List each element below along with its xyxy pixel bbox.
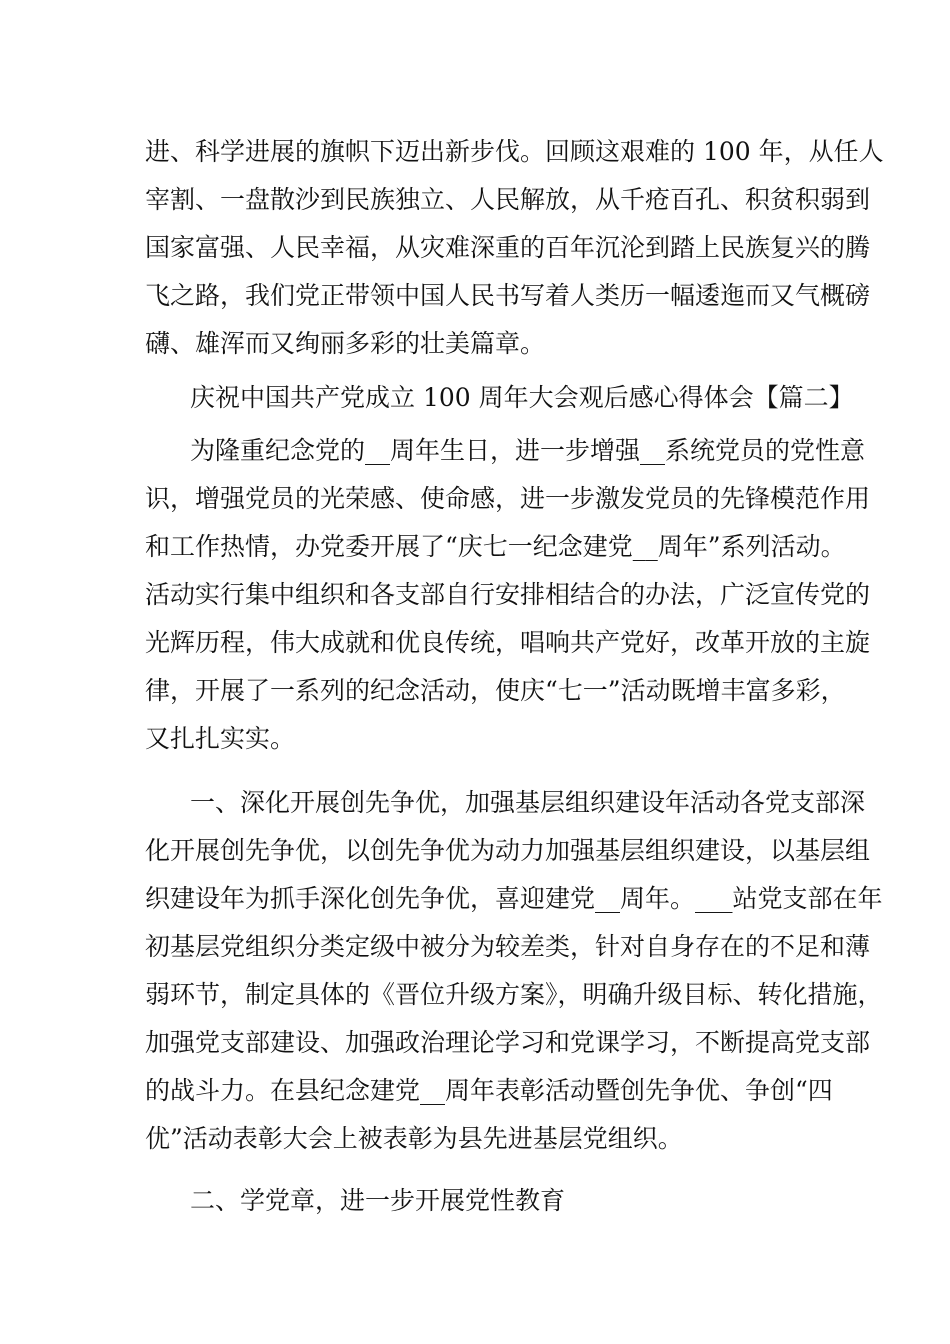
text-line: 的战斗力。在县纪念建党__周年表彰活动暨创先争优、争创“四: [145, 1076, 833, 1105]
text-line: 宰割、一盘散沙到民族独立、人民解放，从千疮百孔、积贫积弱到: [145, 185, 871, 214]
text-line: 和工作热情，办党委开展了“庆七一纪念建党__周年”系列活动。: [145, 532, 846, 561]
text-line: 飞之路，我们党正带领中国人民书写着人类历一幅逶迤而又气概磅: [145, 281, 871, 310]
text-line: 化开展创先争优，以创先争优为动力加强基层组织建设，以基层组: [145, 836, 871, 865]
text-line: 初基层党组织分类定级中被分为较差类，针对自身存在的不足和薄: [145, 932, 871, 961]
text-line: 活动实行集中组织和各支部自行安排相结合的办法，广泛宣传党的: [145, 580, 871, 609]
text-line: 识，增强党员的光荣感、使命感，进一步激发党员的先锋模范作用: [145, 484, 871, 513]
text-line: 又扎扎实实。: [145, 724, 296, 753]
section-heading: 二、学党章，进一步开展党性教育: [190, 1186, 566, 1215]
text-line: 优”活动表彰大会上被表彰为县先进基层党组织。: [145, 1124, 683, 1153]
text-line: 律，开展了一系列的纪念活动，使庆“七一”活动既增丰富多彩，: [145, 676, 846, 705]
text-line: 加强党支部建设、加强政治理论学习和党课学习，不断提高党支部: [145, 1028, 871, 1057]
text-line: 一、深化开展创先争优，加强基层组织建设年活动各党支部深: [190, 788, 866, 817]
text-line: 为隆重纪念党的__周年生日，进一步增强__系统党员的党性意: [190, 436, 866, 465]
section-title: 庆祝中国共产党成立 100 周年大会观后感心得体会【篇二】: [190, 383, 854, 412]
text-line: 礴、雄浑而又绚丽多彩的壮美篇章。: [145, 329, 546, 358]
text-line: 进、科学进展的旗帜下迈出新步伐。回顾这艰难的 100 年，从任人: [145, 137, 884, 166]
text-line: 织建设年为抓手深化创先争优，喜迎建党__周年。___站党支部在年: [145, 884, 883, 913]
text-line: 国家富强、人民幸福，从灾难深重的百年沉沦到踏上民族复兴的腾: [145, 233, 871, 262]
text-line: 弱环节，制定具体的《晋位升级方案》，明确升级目标、转化措施，: [145, 980, 883, 1009]
text-line: 光辉历程，伟大成就和优良传统，唱响共产党好，改革开放的主旋: [145, 628, 871, 657]
